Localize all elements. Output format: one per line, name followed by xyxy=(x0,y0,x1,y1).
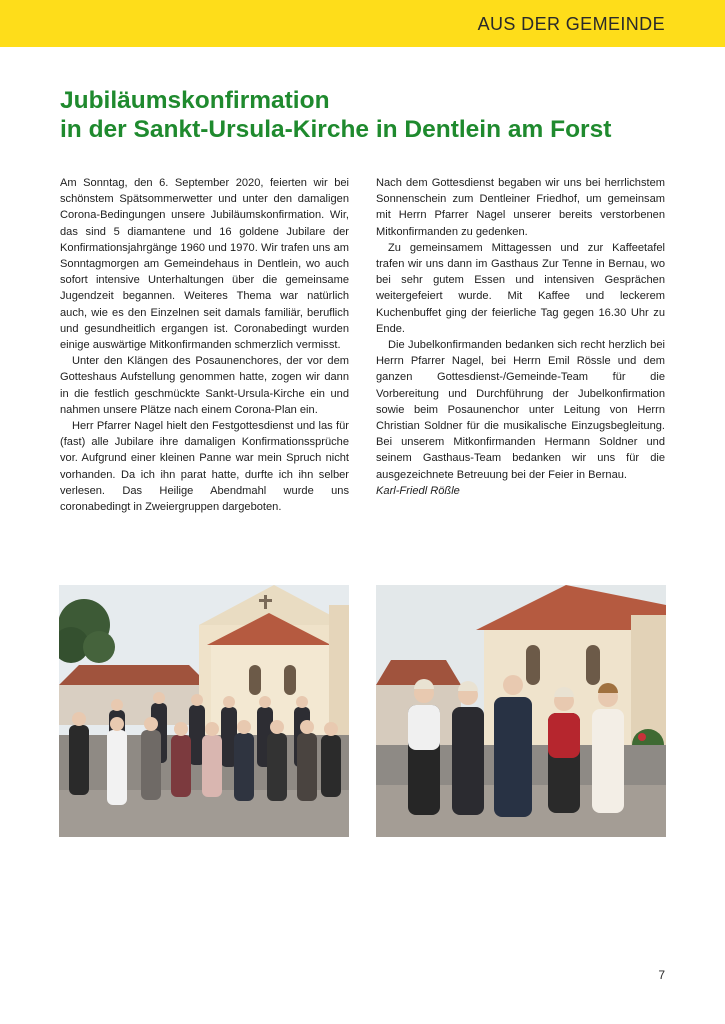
paragraph: Zu gemeinsamem Mittagessen und zur Kaffeetafel trafen wir uns dann im Gasthaus Zur Tenne in Bernau, wo bei sehr gutem Essen und intensiven Gesprächen weitergefeiert wurde. Mit Kaffee und leckerem Kuchenbuffet ging der feierliche Tag gegen 16.30 Uhr zu Ende. xyxy=(376,241,665,335)
paragraph: Die Jubelkonfirmanden bedanken sich recht herzlich bei Herrn Pfarrer Nagel, bei Herrn Emil Rössle und dem ganzen Gottesdienst-/Gemeinde-Team für die Vorbereitung und Durchführung der Jubelkonfirmation sowie beim Posaunenchor unter Leitung von Herrn Christian Soldner für die musikalische Einzugsbegleitung. Bei unserem Mitkonfirmanden Hermann Soldner und seinem Gasthaus-Team bedanken wir uns für die ausgezeichnete Betreuung bei der Feier in Bernau. xyxy=(376,339,665,481)
paragraph: Herr Pfarrer Nagel hielt den Festgottesdienst und las für (fast) alle Jubilare ihre damaligen Konfirmationssprüche vor. Aufgrund einer kleinen Panne war mein Spruch nicht vorhanden. Da ich ihn parat hatte, durfte ich ihn selber verlesen. Das Heilige Abendmahl wurde uns coronabedingt in Zweiergruppen dargeboten. xyxy=(60,420,349,514)
header-bar xyxy=(0,0,725,47)
article-title-line-1: Jubiläumskonfirmation xyxy=(60,87,330,114)
paragraph: Unter den Klängen des Posaunenchores, der vor dem Gotteshaus Aufstellung genommen hatte, zogen wir dann in die festlich geschmückte Sankt-Ursula-Kirche ein und nahmen unsere Plätze nach einem Corona-Plan ein. xyxy=(60,355,349,416)
article-title-line-2: in der Sankt-Ursula-Kirche in Dentlein am Forst xyxy=(60,116,612,143)
author-signature: Karl-Friedl Rößle xyxy=(376,484,460,497)
paragraph: Am Sonntag, den 6. September 2020, feierten wir bei schönstem Spätsommerwetter und unter den damaligen Corona-Bedingungen unsere Jubiläumskonfirmation. Wir, das sind 5 diamantene und 16 goldene Jubilare der Konfirmationsjahrgänge 1960 und 1970. Wir trafen uns am Sonntagmorgen am Gemeindehaus in Dentlein, wo auch sofort intensive Unterhaltungen über die gemeinsame Jugendzeit begannen. Weiteres Thema war natürlich auch, wie es den Einzelnen seit damals familiär, beruflich und gesundheitlich ergangen ist. Coronabedingt wurden einige auswärtige Mitkonfirmanden schmerzlich vermisst. xyxy=(60,177,349,352)
group-photo-right xyxy=(376,585,666,837)
paragraph: Nach dem Gottesdienst begaben wir uns bei herrlichstem Sonnenschein zum Dentleiner Friedhof, um gemeinsam mit Herrn Pfarrer Nagel unserer bereits verstorbenen Mitkonfirmanden zu gedenken. xyxy=(376,177,665,238)
page-number: 7 xyxy=(658,968,665,982)
text-column-left xyxy=(60,175,349,515)
group-photo-left xyxy=(59,585,349,837)
text-column-right xyxy=(376,175,665,499)
section-label: AUS DER GEMEINDE xyxy=(477,14,665,34)
article-title xyxy=(60,86,680,144)
